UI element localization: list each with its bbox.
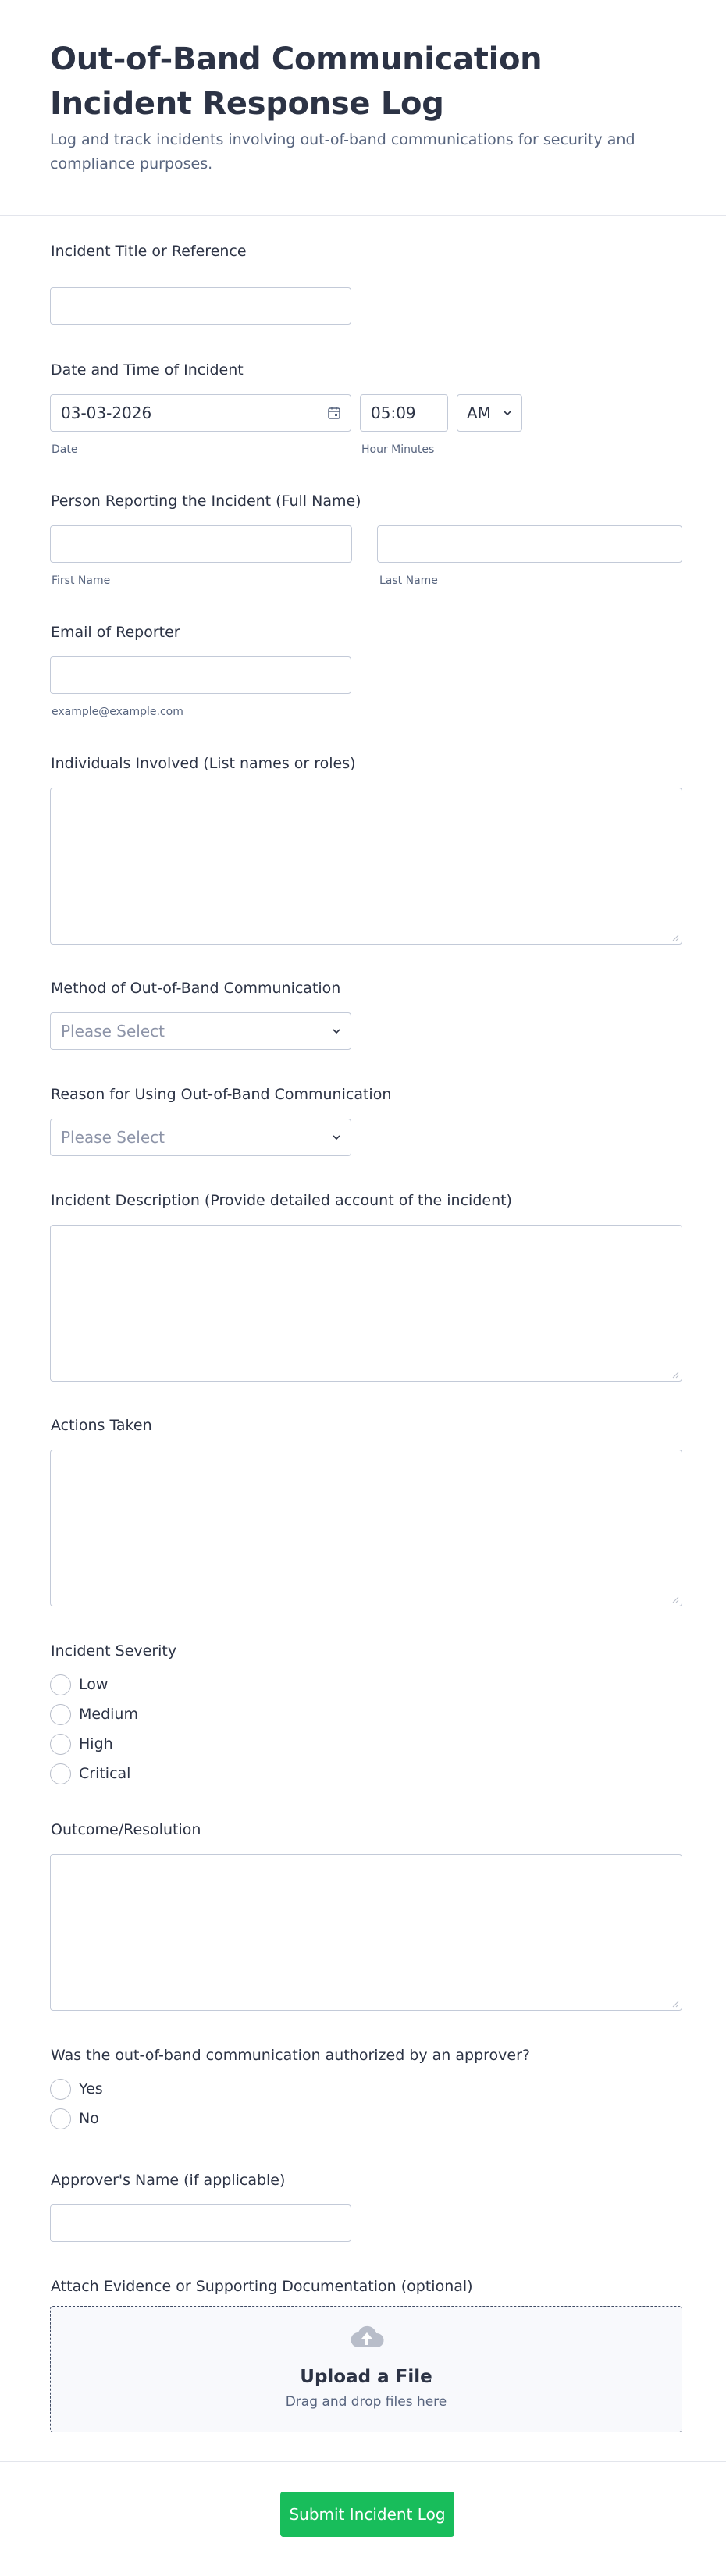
date-value: 03-03-2026 xyxy=(61,404,152,422)
severity-option-high: High xyxy=(79,1735,113,1752)
severity-radio-medium[interactable] xyxy=(50,1704,71,1725)
method-placeholder: Please Select xyxy=(61,1022,165,1041)
actions-textarea[interactable] xyxy=(50,1450,682,1606)
datetime-label: Date and Time of Incident xyxy=(51,361,244,379)
severity-option-medium: Medium xyxy=(79,1706,138,1723)
chevron-down-icon xyxy=(332,1026,341,1036)
resize-handle-icon[interactable] xyxy=(671,1371,679,1379)
upload-subtitle: Drag and drop files here xyxy=(285,2394,447,2410)
approver-name-input[interactable] xyxy=(50,2204,351,2242)
severity-radio-high[interactable] xyxy=(50,1734,71,1755)
resize-handle-icon[interactable] xyxy=(671,2000,679,2008)
incident-title-input[interactable] xyxy=(50,287,351,325)
reporter-name-label: Person Reporting the Incident (Full Name) xyxy=(51,493,361,510)
first-name-input[interactable] xyxy=(50,525,352,563)
outcome-label: Outcome/Resolution xyxy=(51,1821,201,1838)
severity-option-low: Low xyxy=(79,1676,109,1693)
first-name-sublabel: First Name xyxy=(52,575,111,587)
approver-label: Approver's Name (if applicable) xyxy=(51,2172,286,2189)
authorized-radio-yes[interactable] xyxy=(50,2079,71,2100)
individuals-textarea[interactable] xyxy=(50,788,682,945)
resize-handle-icon[interactable] xyxy=(671,1596,679,1603)
page-subtitle: Log and track incidents involving out-of-band communications for security and compliance purposes. xyxy=(50,131,635,173)
calendar-icon[interactable] xyxy=(327,406,341,420)
severity-label: Incident Severity xyxy=(51,1642,177,1660)
authorized-option-yes: Yes xyxy=(79,2080,103,2097)
cloud-upload-icon xyxy=(349,2324,385,2352)
email-field[interactable] xyxy=(50,656,351,694)
description-label: Incident Description (Provide detailed account of the incident) xyxy=(51,1192,512,1209)
email-sublabel: example@example.com xyxy=(52,706,183,718)
time-value: 05:09 xyxy=(371,404,416,422)
email-label: Email of Reporter xyxy=(51,624,180,641)
incident-title-label: Incident Title or Reference xyxy=(51,243,247,260)
authorized-radio-no[interactable] xyxy=(50,2108,71,2129)
page-title: Out-of-Band Communication Incident Response Log xyxy=(50,41,543,122)
reason-placeholder: Please Select xyxy=(61,1128,165,1147)
method-select[interactable] xyxy=(50,1012,351,1050)
form-header xyxy=(0,0,726,216)
chevron-down-icon xyxy=(503,408,512,418)
date-sublabel: Date xyxy=(52,443,78,456)
time-input[interactable] xyxy=(360,394,448,432)
actions-label: Actions Taken xyxy=(51,1417,152,1434)
file-upload-dropzone[interactable] xyxy=(50,2306,682,2432)
individuals-label: Individuals Involved (List names or roles) xyxy=(51,755,356,772)
severity-option-critical: Critical xyxy=(79,1765,131,1782)
date-input[interactable] xyxy=(50,394,351,432)
resize-handle-icon[interactable] xyxy=(671,934,679,941)
last-name-sublabel: Last Name xyxy=(379,575,438,587)
submit-button[interactable]: Submit Incident Log xyxy=(280,2492,454,2537)
time-sublabel: Hour Minutes xyxy=(361,443,435,456)
method-label: Method of Out-of-Band Communication xyxy=(51,980,341,997)
description-textarea[interactable] xyxy=(50,1225,682,1382)
outcome-textarea[interactable] xyxy=(50,1854,682,2011)
chevron-down-icon xyxy=(332,1133,341,1142)
authorized-label: Was the out-of-band communication authorized by an approver? xyxy=(51,2047,530,2064)
ampm-value: AM xyxy=(467,404,491,422)
authorized-option-no: No xyxy=(79,2110,99,2127)
severity-radio-low[interactable] xyxy=(50,1674,71,1695)
severity-radio-critical[interactable] xyxy=(50,1763,71,1784)
reason-label: Reason for Using Out-of-Band Communication xyxy=(51,1086,392,1103)
footer-divider xyxy=(0,2461,726,2462)
ampm-select[interactable] xyxy=(457,394,522,432)
upload-title: Upload a File xyxy=(300,2367,432,2387)
reason-select[interactable] xyxy=(50,1119,351,1156)
last-name-input[interactable] xyxy=(377,525,682,563)
attachment-label: Attach Evidence or Supporting Documentation (optional) xyxy=(51,2278,473,2295)
